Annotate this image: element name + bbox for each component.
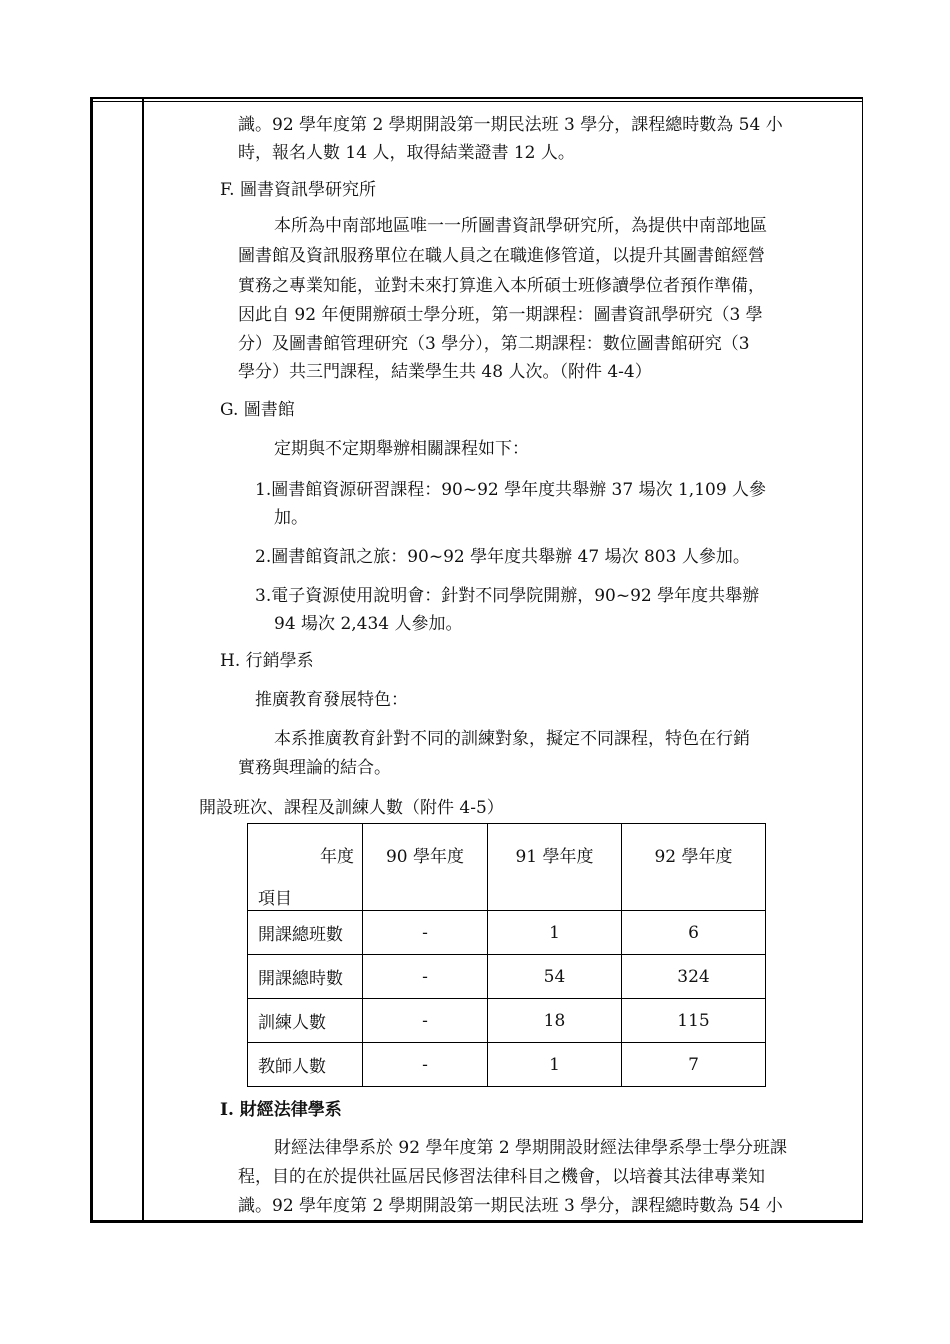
paragraph-line: 財經法律學系於 92 學年度第 2 學期開設財經法律學系學士學分班課 xyxy=(274,1138,788,1158)
table-row xyxy=(248,911,766,955)
table-cell: 54 xyxy=(488,955,622,999)
table-cell: 6 xyxy=(622,911,766,955)
row-label: 訓練人數 xyxy=(248,999,363,1043)
section-heading-g: G. 圖書館 xyxy=(220,400,295,420)
table-row xyxy=(248,999,766,1043)
column-header: 91 學年度 xyxy=(488,824,622,911)
table-cell: 18 xyxy=(488,999,622,1043)
table-cell: - xyxy=(363,1043,488,1087)
paragraph-line: 本所為中南部地區唯一一所圖書資訊學研究所，為提供中南部地區 xyxy=(274,216,767,236)
table-cell: - xyxy=(363,999,488,1043)
row-label: 開課總班數 xyxy=(248,911,363,955)
section-heading-h: H. 行銷學系 xyxy=(220,651,314,671)
paragraph-line: 識。92 學年度第 2 學期開設第一期民法班 3 學分，課程總時數為 54 小 xyxy=(238,1196,783,1216)
table-cell: 1 xyxy=(488,1043,622,1087)
list-item: 3.電子資源使用說明會：針對不同學院開辦，90~92 學年度共舉辦 xyxy=(255,586,760,606)
column-header: 92 學年度 xyxy=(622,824,766,911)
section-heading-i: I. 財經法律學系 xyxy=(220,1100,342,1120)
header-item-label: 項目 xyxy=(258,889,292,909)
table-row xyxy=(248,955,766,999)
list-item-continuation: 94 場次 2,434 人參加。 xyxy=(274,614,463,634)
header-year-label: 年度 xyxy=(320,847,354,867)
paragraph-line: 程，目的在於提供社區居民修習法律科目之機會，以培養其法律專業知 xyxy=(238,1167,765,1187)
left-column-rule xyxy=(142,99,144,1220)
row-label: 開課總時數 xyxy=(248,955,363,999)
paragraph-line: 實務之專業知能，並對未來打算進入本所碩士班修讀學位者預作準備， xyxy=(238,276,765,296)
table-header-row xyxy=(248,824,766,911)
paragraph-line: 分）及圖書館管理研究（3 學分），第二期課程：數位圖書館研究（3 xyxy=(238,334,750,354)
table-row xyxy=(248,1043,766,1087)
header-diagonal-cell xyxy=(248,824,363,911)
table-cell: 115 xyxy=(622,999,766,1043)
list-item-continuation: 加。 xyxy=(274,508,308,528)
list-item: 2.圖書館資訊之旅：90~92 學年度共舉辦 47 場次 803 人參加。 xyxy=(255,547,750,567)
table-cell: - xyxy=(363,955,488,999)
paragraph-line: 實務與理論的結合。 xyxy=(238,758,391,778)
table-cell: 7 xyxy=(622,1043,766,1087)
frame-top-rule xyxy=(93,101,862,102)
table-cell: 1 xyxy=(488,911,622,955)
table-cell: - xyxy=(363,911,488,955)
paragraph-line: 學分）共三門課程，結業學生共 48 人次。（附件 4-4） xyxy=(238,362,652,382)
paragraph-line: 因此自 92 年便開辦碩士學分班，第一期課程：圖書資訊學研究（3 學 xyxy=(238,305,763,325)
paragraph-line: 本系推廣教育針對不同的訓練對象，擬定不同課程，特色在行銷 xyxy=(274,729,750,749)
paragraph-line: 時，報名人數 14 人，取得結業證書 12 人。 xyxy=(238,143,575,163)
paragraph-line: 定期與不定期舉辦相關課程如下： xyxy=(274,439,529,459)
paragraph-line: 識。92 學年度第 2 學期開設第一期民法班 3 學分，課程總時數為 54 小 xyxy=(238,115,783,135)
table-caption: 開設班次、課程及訓練人數（附件 4-5） xyxy=(199,798,504,818)
section-heading-f: F. 圖書資訊學研究所 xyxy=(220,180,376,200)
list-item: 1.圖書館資源研習課程：90~92 學年度共舉辦 37 場次 1,109 人參 xyxy=(255,480,767,500)
paragraph-line: 推廣教育發展特色： xyxy=(255,690,408,710)
table-cell: 324 xyxy=(622,955,766,999)
row-label: 教師人數 xyxy=(248,1043,363,1087)
statistics-table xyxy=(247,823,766,1087)
column-header: 90 學年度 xyxy=(363,824,488,911)
paragraph-line: 圖書館及資訊服務單位在職人員之在職進修管道，以提升其圖書館經營 xyxy=(238,246,765,266)
